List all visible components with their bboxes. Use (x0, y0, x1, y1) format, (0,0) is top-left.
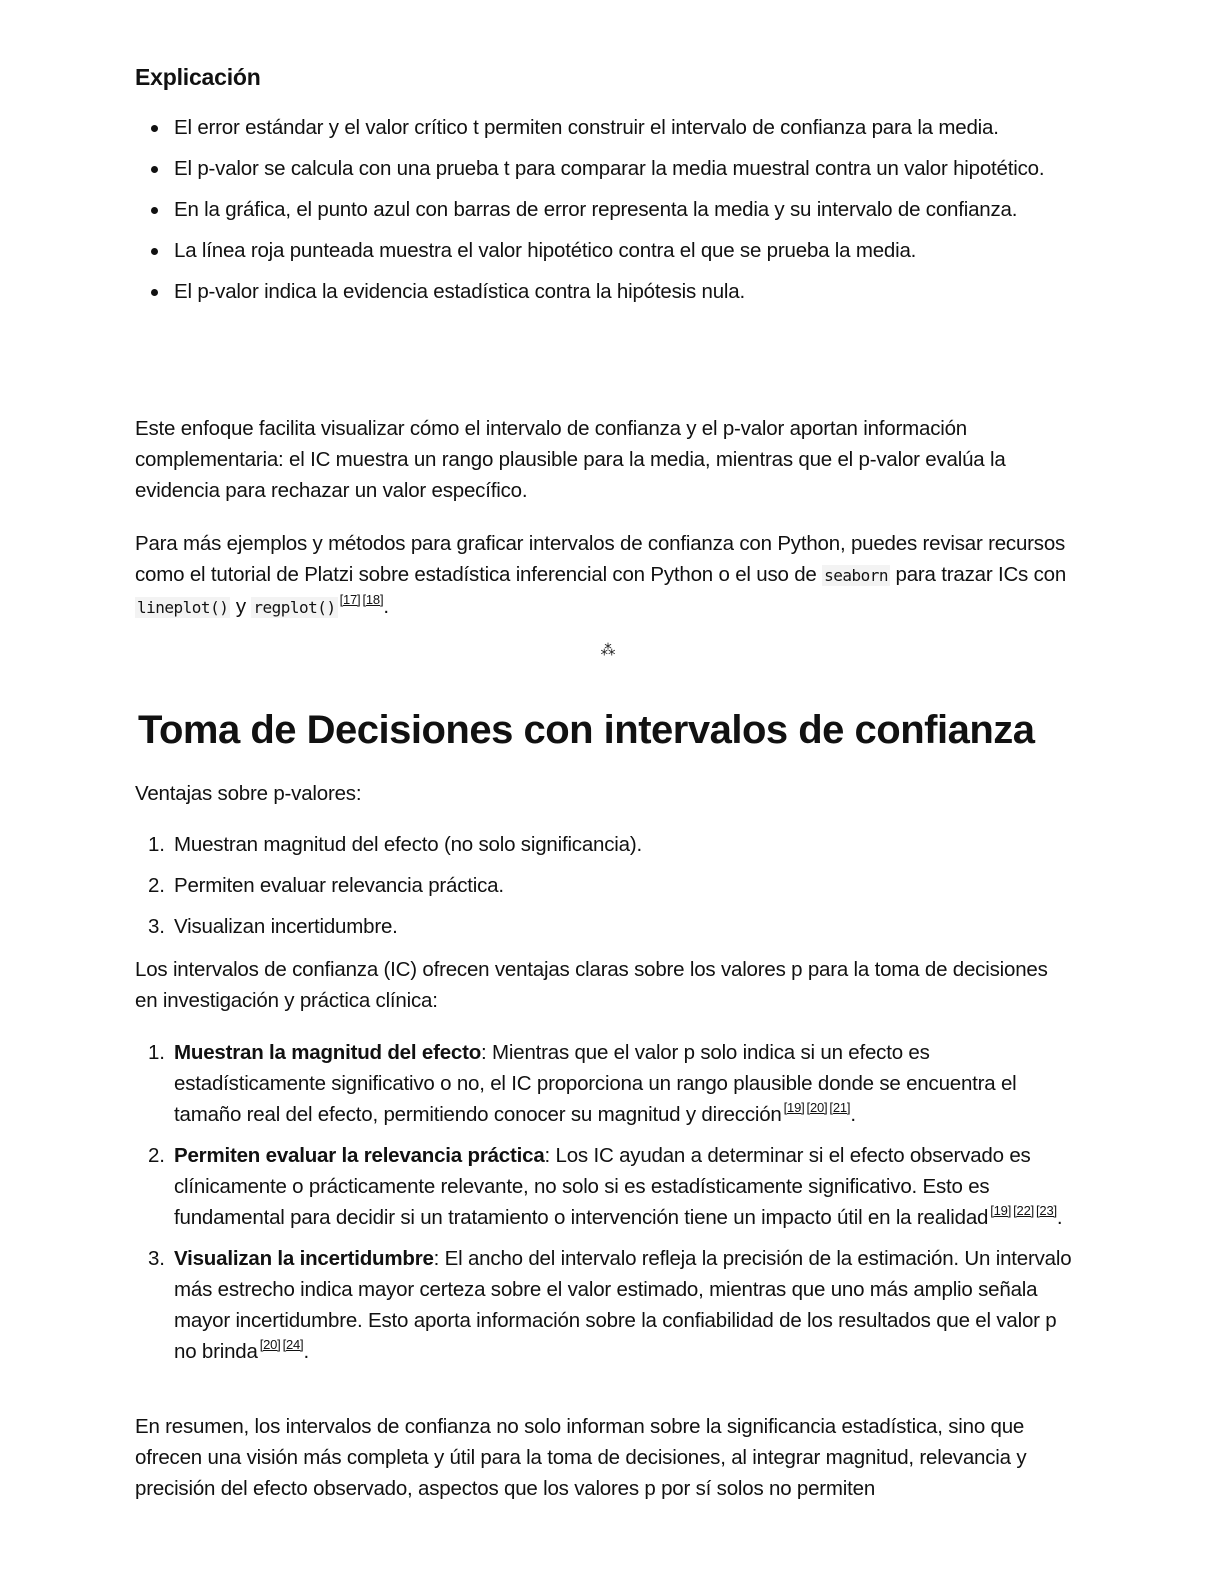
section-divider-asterism-icon: ⁂ (600, 642, 616, 659)
list-number: 1. (148, 1041, 165, 1064)
resources-paragraph (135, 528, 1075, 623)
list-number: 3. (148, 1247, 165, 1270)
resources-text: para trazar ICs con (890, 563, 1067, 586)
citation-link[interactable]: [24] (282, 1337, 304, 1352)
citation-link[interactable]: [21] (829, 1100, 851, 1115)
citation-link[interactable]: [20] (259, 1337, 281, 1352)
list-item-text: Permiten evaluar relevancia práctica. (174, 874, 504, 897)
bullet-item: La línea roja punteada muestra el valor hipotético contra el que se prueba la media. (174, 235, 1074, 266)
citation-link[interactable]: [22] (1013, 1203, 1035, 1218)
list-number: 2. (148, 1144, 165, 1167)
code-seaborn: seaborn (824, 566, 889, 585)
list-item-text: Visualizan incertidumbre. (174, 915, 398, 938)
period: . (1056, 1206, 1063, 1229)
advantages-short-list (135, 829, 642, 952)
list-item (148, 911, 642, 942)
period: . (383, 595, 389, 618)
list-item (148, 829, 642, 860)
resources-text: Para más ejemplos y métodos para graficar intervalos de confianza con Python, puedes revisar recursos como el tutorial de Platzi sobre estadística inferencial con Python o el uso de (135, 532, 1066, 586)
section-title: Toma de Decisiones con intervalos de confianza (138, 708, 1035, 752)
list-item-text: : Mientras que el valor p solo indica si un efecto es estadísticamente significativo o no, el IC proporciona un rango plausible donde se encuentra el tamaño real del efecto, permitiendo conocer su magnitud y dirección (174, 1041, 1017, 1126)
resources-text: y (230, 595, 252, 618)
list-item-bold: Muestran la magnitud del efecto (174, 1041, 482, 1064)
citation-link[interactable]: [18] (362, 592, 384, 607)
list-number: 3. (148, 915, 165, 938)
list-item (148, 1243, 1079, 1367)
list-item (148, 1140, 1079, 1233)
list-item-bold: Visualizan la incertidumbre (174, 1247, 434, 1270)
list-item (148, 870, 642, 901)
advantages-detailed-list (135, 1037, 1079, 1377)
period: . (303, 1340, 309, 1363)
decisions-paragraph: Los intervalos de confianza (IC) ofrecen ventajas claras sobre los valores p para la toma de decisiones en investigación y práctica clínica: (135, 958, 1048, 1012)
citation-link[interactable]: [17] (339, 592, 361, 607)
list-item-text: Muestran magnitud del efecto (no solo significancia). (174, 833, 642, 856)
explanation-bullet-list (135, 112, 1074, 317)
summary-paragraph: En resumen, los intervalos de confianza no solo informan sobre la significancia estadística, sino que ofrecen una visión más completa y útil para la toma de decisiones, al integrar magnitud, relevancia y precisión del efecto observado, aspectos que los valores p por sí solos no permiten (135, 1415, 1027, 1500)
advantages-intro: Ventajas sobre p-valores: (135, 782, 362, 805)
code-lineplot: lineplot() (137, 598, 229, 617)
list-number: 1. (148, 833, 165, 856)
bullet-item: El p-valor se calcula con una prueba t para comparar la media muestral contra un valor hipotético. (174, 153, 1074, 184)
code-regplot: regplot() (253, 598, 336, 617)
explanation-heading: Explicación (135, 64, 261, 90)
explanation-paragraph: Este enfoque facilita visualizar cómo el intervalo de confianza y el p-valor aportan información complementaria: el IC muestra un rango plausible para la media, mientras que el p-valor evalúa la evidencia para rechazar un valor específico. (135, 417, 1006, 502)
bullet-item: En la gráfica, el punto azul con barras de error representa la media y su intervalo de confianza. (174, 194, 1074, 225)
citation-link[interactable]: [20] (806, 1100, 828, 1115)
list-item-text: : El ancho del intervalo refleja la precisión de la estimación. Un intervalo más estrecho indica mayor certeza sobre el valor estimado, mientras que uno más amplio señala mayor incertidumbre. Esto aporta información sobre la confiabilidad de los resultados que el valor p no brinda (174, 1247, 1072, 1363)
bullet-item: El p-valor indica la evidencia estadística contra la hipótesis nula. (174, 276, 1074, 307)
bullet-item: El error estándar y el valor crítico t permiten construir el intervalo de confianza para la media. (174, 112, 1074, 143)
list-number: 2. (148, 874, 165, 897)
list-item (148, 1037, 1079, 1130)
citation-link[interactable]: [23] (1036, 1203, 1057, 1218)
citation-link[interactable]: [19] (783, 1100, 805, 1115)
citation-link[interactable]: [19] (990, 1203, 1012, 1218)
list-item-bold: Permiten evaluar la relevancia práctica (174, 1144, 545, 1167)
list-item-text: : Los IC ayudan a determinar si el efecto observado es clínicamente o prácticamente relevante, no solo si es estadísticamente significativo. Esto es fundamental para decidir si un tratamiento o intervención tiene un impacto útil en la realidad (174, 1144, 1031, 1229)
period: . (850, 1103, 856, 1126)
